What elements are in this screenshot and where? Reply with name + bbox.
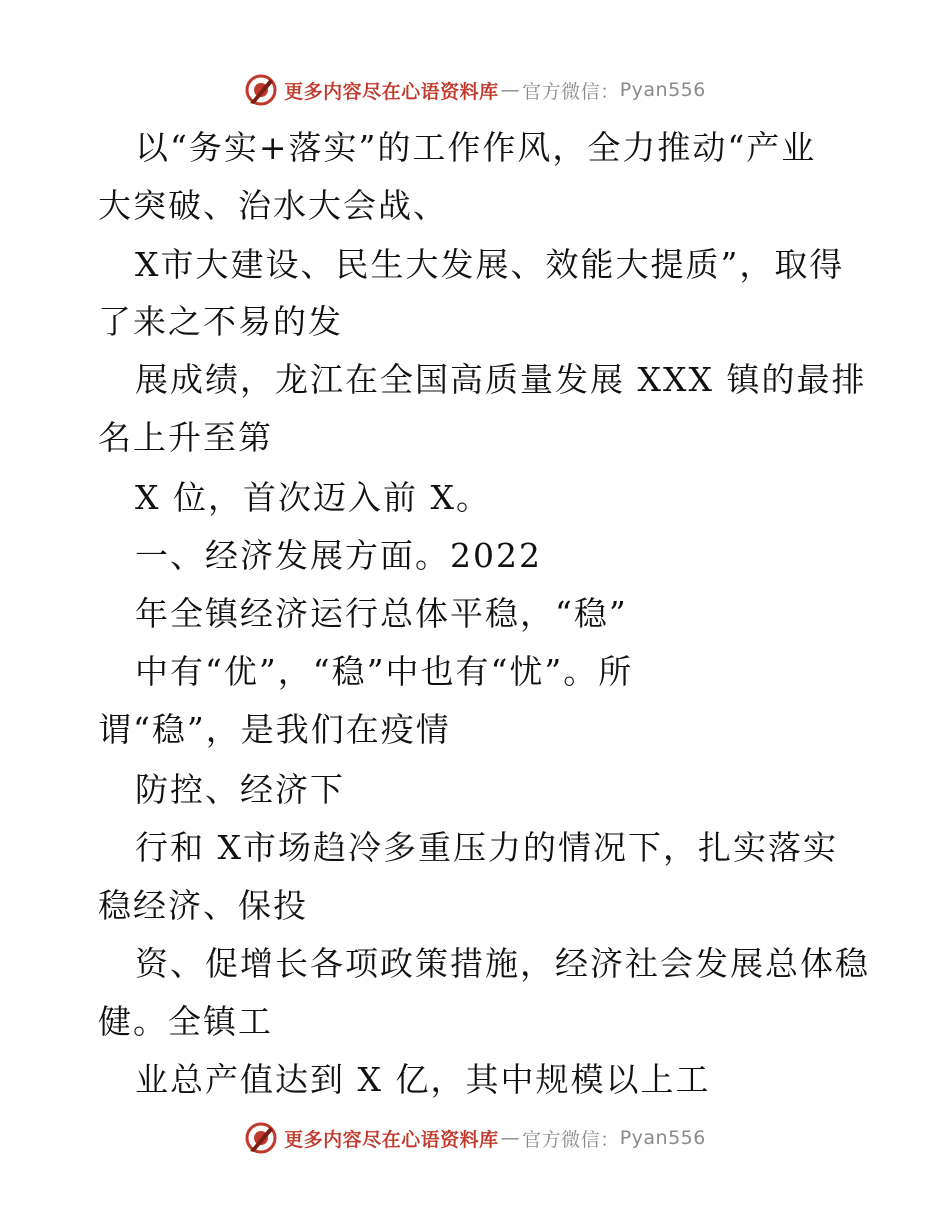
watermark-official-label: 官方微信： — [522, 80, 620, 103]
text-line: 以“务实+落实”的工作作风，全力推动“产业 — [135, 128, 817, 167]
watermark-brand: 更多内容尽在心语资料库 — [284, 80, 499, 103]
footer-watermark-banner — [0, 1118, 950, 1158]
text-line: X 位，首次迈入前 X。 — [135, 478, 491, 517]
watermark-wechat-id: Pyan556 — [619, 79, 706, 101]
text-line: 行和 X市场趋冷多重压力的情况下，扎实落实 — [135, 828, 838, 867]
text-line: 健。全镇工 — [98, 1002, 273, 1041]
watermark-brand: 更多内容尽在心语资料库 — [284, 1128, 499, 1151]
text-line: 中有“优”，“稳”中也有“忧”。所 — [135, 652, 634, 691]
text-line: 防控、经济下 — [135, 770, 345, 809]
quill-seal-icon — [244, 73, 278, 107]
header-watermark-banner — [0, 70, 950, 110]
text-line: 年全镇经济运行总体平稳，“稳” — [135, 594, 628, 633]
text-line: 一、经济发展方面。2022 — [135, 536, 542, 575]
text-line: 展成绩，龙江在全国高质量发展 XXX 镇的最排 — [135, 360, 867, 399]
text-line: 大突破、治水大会战、 — [98, 186, 448, 225]
text-line: 业总产值达到 X 亿，其中规模以上工 — [135, 1060, 711, 1099]
watermark-text — [284, 77, 706, 104]
text-line: X市大建设、民生大发展、效能大提质”，取得 — [135, 245, 845, 284]
watermark-separator: — — [500, 79, 521, 101]
text-line: 谓“稳”，是我们在疫情 — [98, 710, 451, 749]
text-line: 名上升至第 — [98, 418, 273, 457]
watermark-separator: — — [500, 1127, 521, 1149]
text-line: 了来之不易的发 — [98, 302, 343, 341]
quill-seal-icon — [244, 1121, 278, 1155]
watermark-official-label: 官方微信： — [522, 1128, 620, 1151]
watermark-wechat-id: Pyan556 — [619, 1127, 706, 1149]
text-line: 稳经济、保投 — [98, 886, 308, 925]
text-line: 资、促增长各项政策措施，经济社会发展总体稳 — [135, 944, 870, 983]
watermark-text — [284, 1125, 706, 1152]
